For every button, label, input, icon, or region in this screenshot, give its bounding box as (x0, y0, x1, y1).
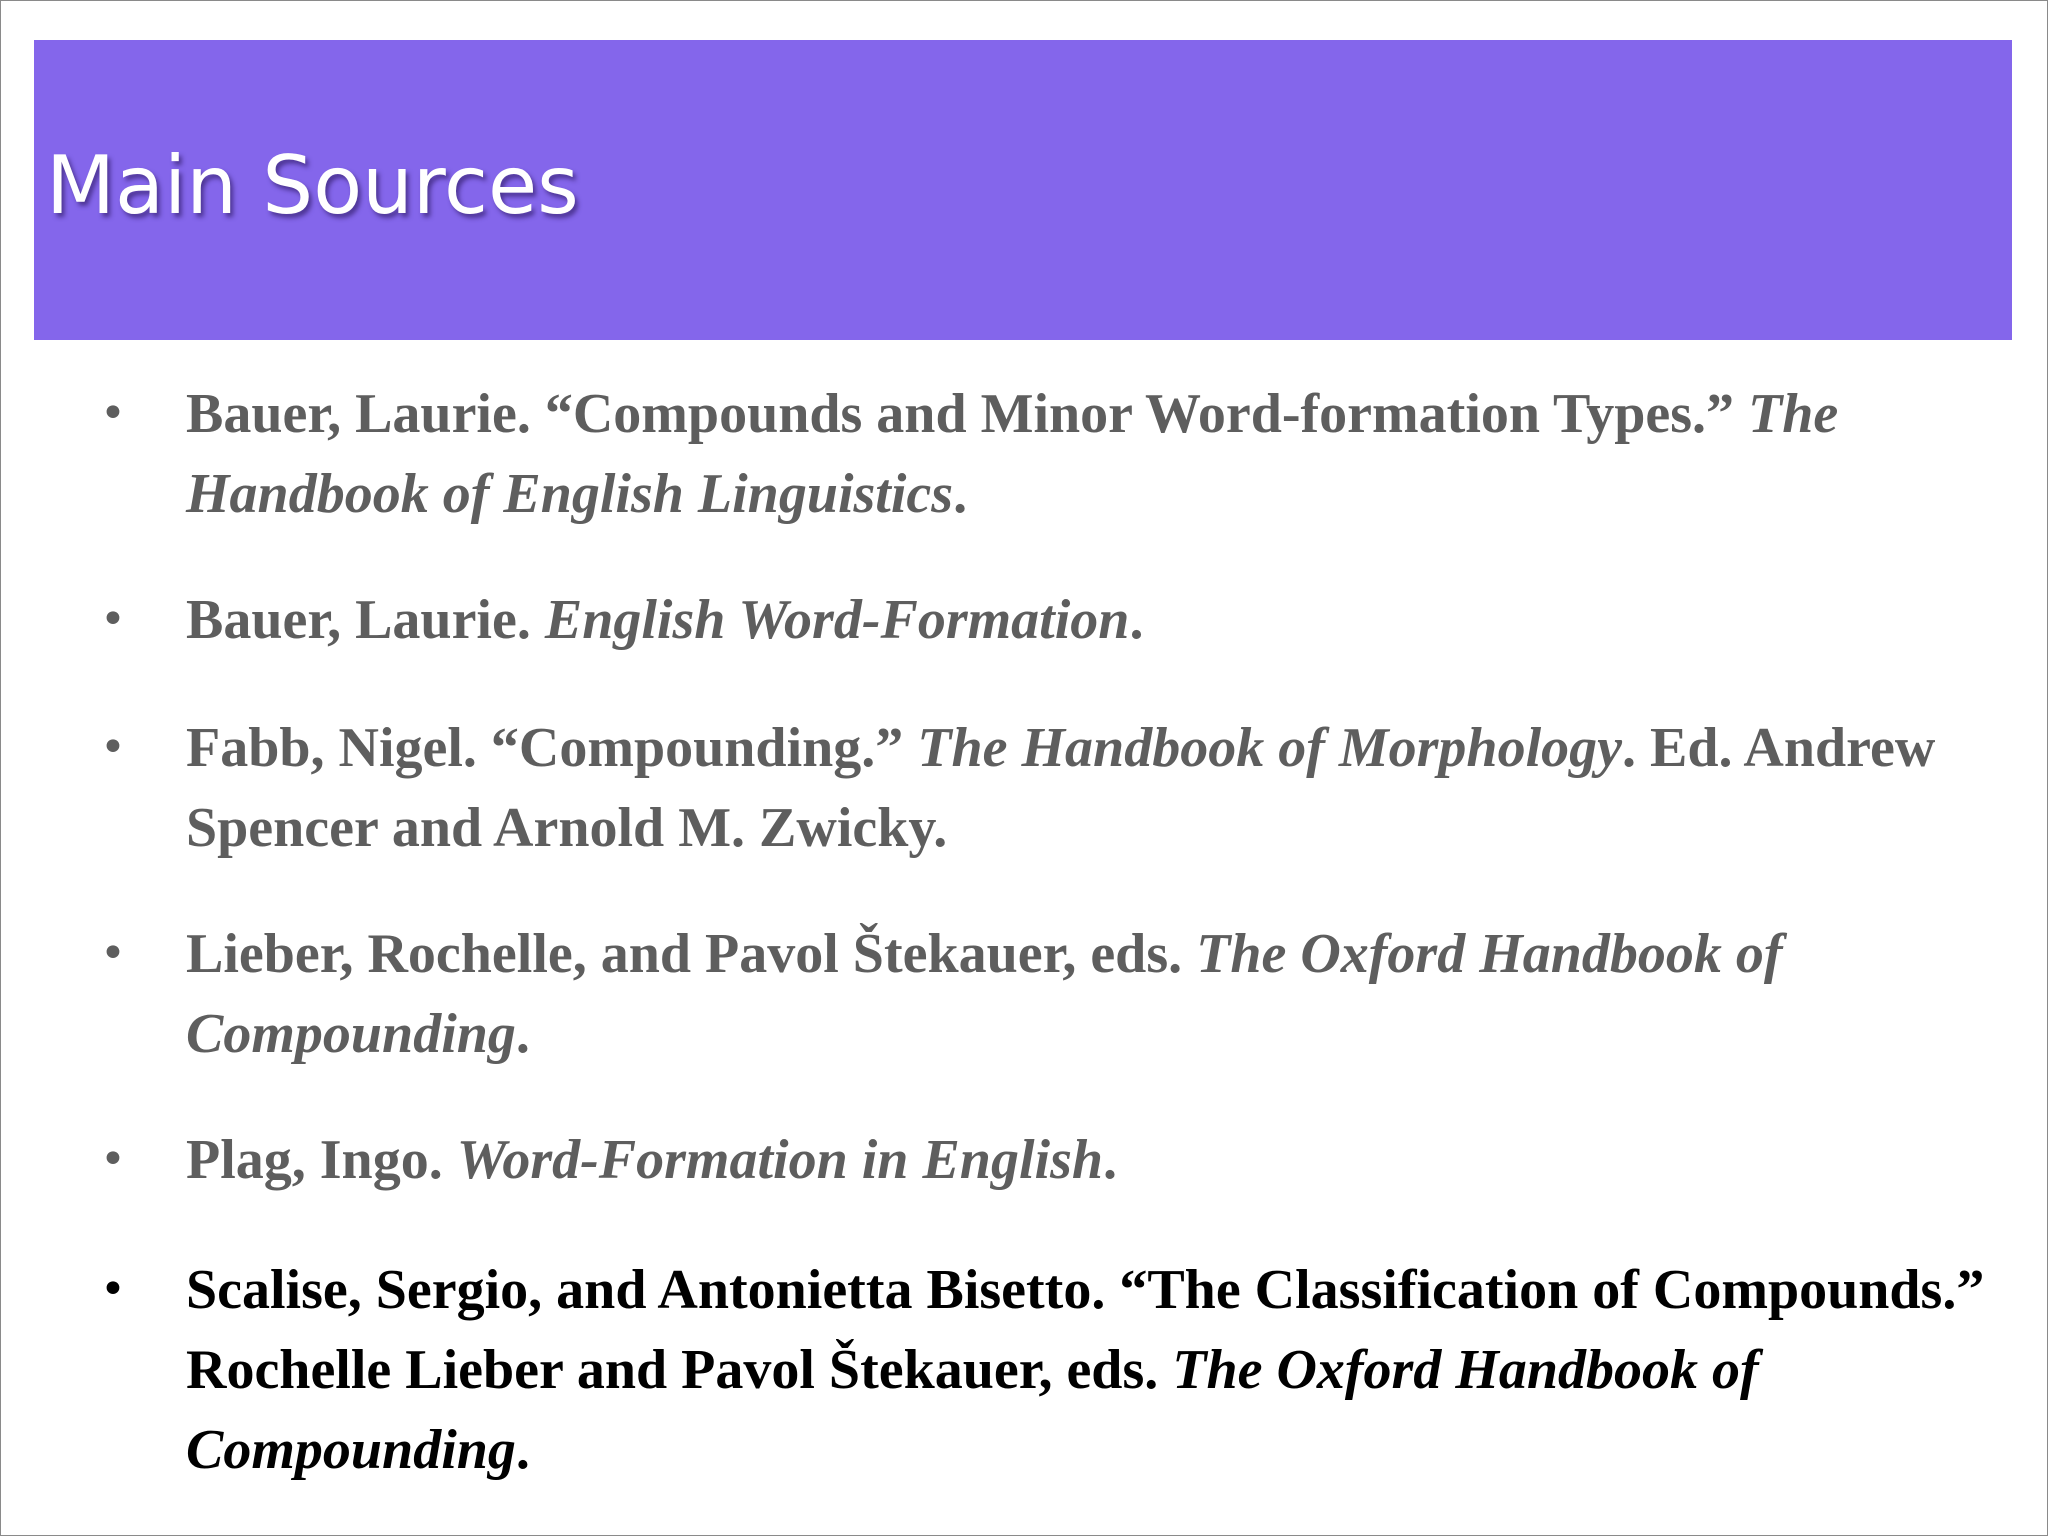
source-item-lieber-stekauer (100, 914, 2022, 1074)
source-suffix: . (1129, 589, 1144, 651)
source-title: The Handbook of Morphology (917, 717, 1622, 779)
bullet: • (100, 722, 126, 773)
bullet: • (100, 1264, 126, 1315)
source-text: Plag, Ingo. (186, 1129, 457, 1191)
source-text: Fabb, Nigel. “Compounding.” (186, 717, 918, 779)
source-item-bauer-compounds (100, 374, 2022, 534)
source-title: The Oxford Handbook of Compounding (186, 1339, 1759, 1481)
source-suffix: . (1103, 1129, 1117, 1191)
bullet: • (100, 1134, 126, 1185)
source-title: English Word-Formation (544, 589, 1130, 651)
source-title: The Oxford Handbook of Compounding (186, 923, 1783, 1065)
source-title: Word-Formation in English (456, 1129, 1103, 1191)
source-suffix: . (953, 463, 968, 525)
bullet: • (100, 928, 126, 979)
source-item-plag (100, 1120, 2022, 1200)
bullet: • (100, 388, 126, 439)
source-title: The Handbook of English Linguistics (186, 383, 1839, 525)
source-item-fabb (100, 708, 2022, 868)
source-item-scalise-bisetto (100, 1250, 2022, 1490)
source-text: Bauer, Laurie. (186, 589, 545, 651)
source-text: Scalise, Sergio, and Antonietta Bisetto. “The Classification of Compounds.” Rochelle Lieber and Pavol Štekauer, eds. (186, 1259, 1985, 1401)
source-text: Lieber, Rochelle, and Pavol Štekauer, eds. (186, 923, 1197, 985)
source-suffix: . (515, 1419, 530, 1481)
source-text: Bauer, Laurie. “Compounds and Minor Word-formation Types.” (186, 383, 1749, 445)
slide-title: Main Sources (46, 139, 579, 232)
source-suffix: . (515, 1003, 530, 1065)
bullet: • (100, 594, 126, 645)
title-bar (34, 40, 2012, 340)
source-item-bauer-word-formation (100, 580, 2022, 660)
source-suffix: . Ed. Andrew Spencer and Arnold M. Zwicky. (186, 717, 1936, 859)
